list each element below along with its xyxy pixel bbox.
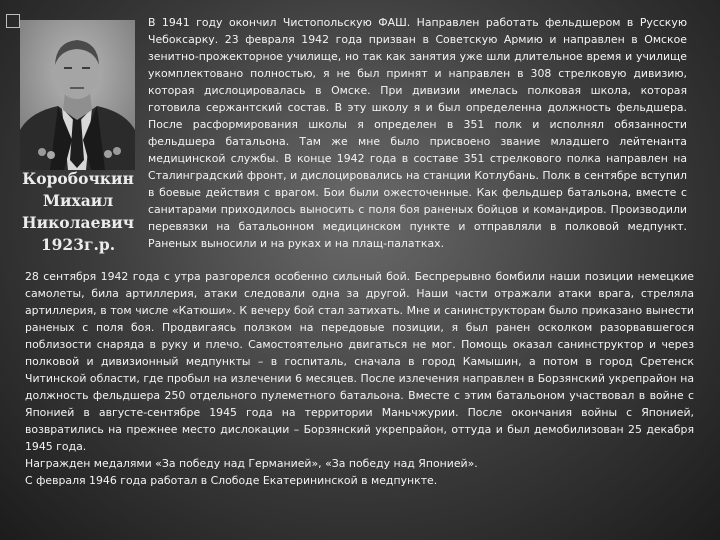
person-name: Михаил bbox=[42, 191, 114, 210]
person-birth-year: 1923г.р. bbox=[40, 235, 116, 254]
biography-side-column bbox=[148, 14, 687, 252]
person-caption bbox=[8, 168, 148, 256]
person-surname: Коробочкин bbox=[22, 169, 134, 188]
portrait-image bbox=[20, 20, 135, 170]
biography-paragraph-2: 28 сентября 1942 года с утра разгорелся особенно сильный бой. Беспрерывно бомбили наши позиции немецкие самолеты, била артиллерия, атаки следовали одна за другой. Наши части отражали атаки врага, стреляла артиллерия, в том числе «Катюши». К вечеру бой стал затихать. Мне и санинструкторам было приказано вынести раненых с поля боя. Продвигаясь ползком на передовые позиции, я был ранен осколком разорвавшегося поблизости снаряда в руку и плечо. Самостоятельно двигаться не мог. Помощь оказал санинструктор и через полковой и дивизионный медпункты – в госпиталь, сначала в город Камышин, а потом в город Сретенск Читинской области, где пробыл на излечении 6 месяцев. После излечения направлен в Борзянский укрепрайон на должность фельдшера 250 отдельного пулеметного батальона. Вместе с этим батальоном участвовал в войне с Японией в августе-сентябре 1945 года на территории Маньчжурии. После окончания войны с Японией, возвратились на прежнее место дислокации – Борзянский укрепрайон, оттуда и был демобилизован 25 декабря 1945 года. bbox=[25, 270, 694, 453]
biography-after-war: С февраля 1946 года работал в Слободе Екатерининской в медпункте. bbox=[25, 474, 438, 487]
portrait-photo bbox=[20, 20, 135, 170]
biography-paragraph-1: В 1941 году окончил Чистопольскую ФАШ. Направлен работать фельдшером в Русскую Чебоксарку. 23 февраля 1942 года призван в Советскую Армию и направлен в Омское зенитно-прожекторное училище, но так как занятия уже шли длительное время и училище укомплектовано полностью, я не был принят и направлен в 308 стрелковую дивизию, которая дислоцировалась в Омске. При дивизии имелась полковая школа, которая готовила сержантский состав. В эту школу я и был определенна должность фельдшера. После расформирования школы я определен в 351 полк и исполнял обязанности фельдшера батальона. Там же мне было присвоено звание младшего лейтенанта медицинской службы. В конце 1942 года в составе 351 стрелкового полка направлен на Сталинградский фронт, и дислоцировались на станции Котлубань. Полк в сентябре вступил в боевые действия с врагом. Бои были ожесточенные. Как фельдшер батальона, вместе с санитарами приходилось выносить с поля боя раненых бойцов и командиров. Производили перевязки на батальонном медицинском пункте и отправляли в полковой медпункт. Раненых выносили и на руках и на плащ-палатках. bbox=[148, 16, 687, 250]
person-patronymic: Николаевич bbox=[21, 213, 135, 232]
biography-full-width bbox=[25, 268, 694, 489]
biography-awards: Награжден медалями «За победу над Германией», «За победу над Японией». bbox=[25, 457, 478, 470]
slide-corner-marker bbox=[6, 14, 20, 28]
